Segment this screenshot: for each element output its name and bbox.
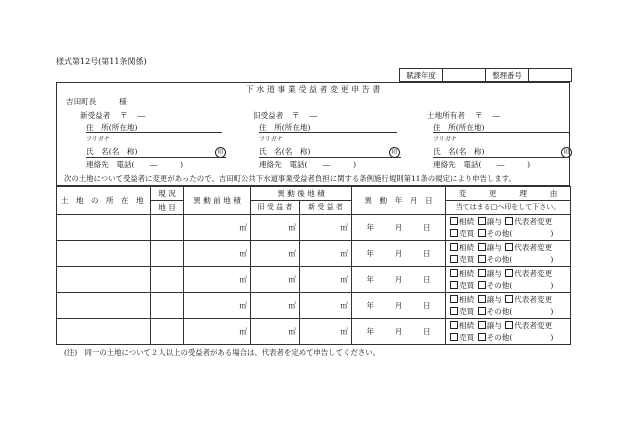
area-new-cell[interactable] [300, 319, 352, 345]
date-cell[interactable] [352, 267, 446, 293]
sqm-unit: ㎡ [239, 248, 247, 258]
reason-cell: 相続 譲与 代表者変更 売買 その他( ) [446, 319, 571, 345]
sqm-unit: ㎡ [239, 300, 247, 310]
status-cell[interactable] [151, 241, 184, 267]
sqm-unit: ㎡ [340, 326, 348, 336]
area-old-cell[interactable] [251, 267, 300, 293]
status-cell[interactable] [151, 319, 184, 345]
checkbox-gift[interactable] [478, 243, 486, 251]
location-cell[interactable] [57, 215, 151, 241]
year-label: 年 [366, 300, 374, 310]
location-cell[interactable] [57, 293, 151, 319]
area-before-cell[interactable] [184, 319, 251, 345]
postal-field[interactable]: 〒 ― [475, 111, 501, 120]
sqm-unit: ㎡ [288, 326, 296, 336]
name-line[interactable] [433, 157, 570, 158]
area-new-cell[interactable] [300, 293, 352, 319]
day-label: 日 [423, 274, 431, 284]
seal-icon: 印 [215, 147, 226, 158]
checkbox-inherit[interactable] [450, 243, 458, 251]
area-before-cell[interactable] [184, 293, 251, 319]
month-label: 月 [394, 300, 403, 310]
addressee: 吉田町長 様 [66, 97, 127, 106]
furigana-label: フリガナ [86, 136, 110, 143]
phone-label: 連絡先 電話( ― ) [259, 160, 357, 169]
sqm-unit: ㎡ [288, 300, 296, 310]
checkbox-rep-change[interactable] [505, 217, 513, 225]
header-location: 土 地 の 所 在 地 [57, 187, 151, 215]
header-reason-note: 当てはまる□へ印をして下さい。 [446, 201, 571, 215]
name-line[interactable] [259, 157, 401, 158]
sqm-unit: ㎡ [288, 274, 296, 284]
checkbox-other[interactable] [478, 333, 486, 341]
checkbox-inherit[interactable] [450, 295, 458, 303]
status-cell[interactable] [151, 293, 184, 319]
sqm-unit: ㎡ [340, 274, 348, 284]
reason-cell: 相続 譲与 代表者変更 売買 その他( ) [446, 215, 571, 241]
date-cell[interactable] [352, 215, 446, 241]
reference-number-value[interactable] [529, 69, 572, 82]
party-role: 新受益者 [80, 111, 111, 120]
area-new-cell[interactable] [300, 267, 352, 293]
name-label: 氏 名(名 称) [86, 147, 138, 156]
year-label: 年 [366, 326, 374, 336]
checkbox-other[interactable] [478, 281, 486, 289]
checkbox-gift[interactable] [478, 295, 486, 303]
furigana-label: フリガナ [433, 136, 457, 143]
location-cell[interactable] [57, 319, 151, 345]
sqm-unit: ㎡ [288, 248, 296, 258]
checkbox-gift[interactable] [478, 217, 486, 225]
checkbox-inherit[interactable] [450, 217, 458, 225]
checkbox-inherit[interactable] [450, 269, 458, 277]
checkbox-rep-change[interactable] [505, 269, 513, 277]
reason-cell: 相続 譲与 代表者変更 売買 その他( ) [446, 293, 571, 319]
header-new-beneficiary: 新 受 益 者 [300, 201, 352, 215]
form-title: 下 水 道 事 業 受 益 者 変 更 申 告 書 [245, 85, 381, 94]
month-label: 月 [394, 248, 403, 258]
name-label: 氏 名(名 称) [259, 147, 311, 156]
seal-icon: 印 [561, 147, 572, 158]
address-label: 住 所(所在地) [86, 123, 138, 132]
checkbox-gift[interactable] [478, 321, 486, 329]
header-status: 現 況 [151, 187, 184, 201]
area-old-cell[interactable] [251, 319, 300, 345]
furigana-label: フリガナ [259, 136, 283, 143]
area-new-cell[interactable] [300, 215, 352, 241]
address-label: 住 所(所在地) [433, 123, 485, 132]
day-label: 日 [423, 300, 431, 310]
party-role: 旧受益者 [253, 111, 284, 120]
status-cell[interactable] [151, 267, 184, 293]
table-row [57, 267, 571, 293]
header-reason: 変 更 理 由 [446, 187, 571, 201]
checkbox-other[interactable] [478, 307, 486, 315]
header-land-category: 地 目 [151, 201, 184, 215]
area-before-cell[interactable] [184, 241, 251, 267]
area-before-cell[interactable] [184, 267, 251, 293]
reference-number-label: 整理番号 [486, 69, 529, 82]
sqm-unit: ㎡ [239, 326, 247, 336]
phone-label: 連絡先 電話( ― ) [433, 160, 531, 169]
address-line[interactable] [86, 132, 222, 133]
table-row [57, 215, 571, 241]
date-cell[interactable] [352, 319, 446, 345]
reason-cell: 相続 譲与 代表者変更 売買 その他( ) [446, 241, 571, 267]
status-cell[interactable] [151, 215, 184, 241]
area-new-cell[interactable] [300, 241, 352, 267]
month-label: 月 [394, 222, 403, 232]
sqm-unit: ㎡ [288, 222, 296, 232]
declaration-statement: 次の土地について受益者に変更があったので、吉田町公共下水道事業受益者負担に関する条例施行規則第11条の規定により申告します。 [64, 174, 516, 183]
name-line[interactable] [86, 157, 226, 158]
area-before-cell[interactable] [184, 215, 251, 241]
header-area-before: 異 動 前 地 積 [184, 187, 251, 215]
fiscal-year-label: 賦課年度 [400, 69, 443, 82]
header-old-beneficiary: 旧 受 益 者 [251, 201, 300, 215]
address-line[interactable] [259, 132, 397, 133]
address-label: 住 所(所在地) [259, 123, 311, 132]
declaration-frame [56, 82, 570, 186]
checkbox-sale[interactable] [450, 307, 458, 315]
phone-label: 連絡先 電話( ― ) [86, 160, 184, 169]
table-row [57, 319, 571, 345]
seal-icon: 印 [389, 147, 400, 158]
location-cell[interactable] [57, 267, 151, 293]
date-cell[interactable] [352, 241, 446, 267]
form-number: 様式第12号(第11条関係) [56, 57, 147, 66]
footnote: (注) 同一の土地について２人以上の受益者がある場合は、代表者を定めて申告してください。 [64, 348, 381, 357]
header-date: 異 動 年 月 日 [352, 187, 446, 215]
party-role: 土地所有者 [427, 111, 465, 120]
checkbox-sale[interactable] [450, 255, 458, 263]
checkbox-rep-change[interactable] [505, 321, 513, 329]
table-row [57, 241, 571, 267]
area-old-cell[interactable] [251, 241, 300, 267]
day-label: 日 [423, 222, 431, 232]
address-line[interactable] [433, 132, 570, 133]
checkbox-other[interactable] [478, 255, 486, 263]
checkbox-sale[interactable] [450, 229, 458, 237]
header-area-after: 異 動 後 地 積 [251, 187, 352, 201]
day-label: 日 [423, 326, 431, 336]
area-old-cell[interactable] [251, 215, 300, 241]
checkbox-other[interactable] [478, 229, 486, 237]
checkbox-inherit[interactable] [450, 321, 458, 329]
year-label: 年 [366, 222, 374, 232]
date-cell[interactable] [352, 293, 446, 319]
sqm-unit: ㎡ [340, 222, 348, 232]
checkbox-rep-change[interactable] [505, 243, 513, 251]
sqm-unit: ㎡ [340, 300, 348, 310]
location-cell[interactable] [57, 241, 151, 267]
day-label: 日 [423, 248, 431, 258]
table-row [57, 293, 571, 319]
land-table [56, 186, 571, 345]
postal-field[interactable]: 〒 ― [120, 111, 146, 120]
sqm-unit: ㎡ [239, 222, 247, 232]
postal-field[interactable]: 〒 ― [292, 111, 318, 120]
name-label: 氏 名(名 称) [433, 147, 485, 156]
checkbox-gift[interactable] [478, 269, 486, 277]
checkbox-sale[interactable] [450, 333, 458, 341]
month-label: 月 [394, 274, 403, 284]
reason-cell: 相続 譲与 代表者変更 売買 その他( ) [446, 267, 571, 293]
month-label: 月 [394, 326, 403, 336]
header-box [399, 68, 572, 82]
year-label: 年 [366, 274, 374, 284]
year-label: 年 [366, 248, 374, 258]
fiscal-year-value[interactable] [443, 69, 486, 82]
sqm-unit: ㎡ [239, 274, 247, 284]
sqm-unit: ㎡ [340, 248, 348, 258]
area-old-cell[interactable] [251, 293, 300, 319]
checkbox-rep-change[interactable] [505, 295, 513, 303]
checkbox-sale[interactable] [450, 281, 458, 289]
